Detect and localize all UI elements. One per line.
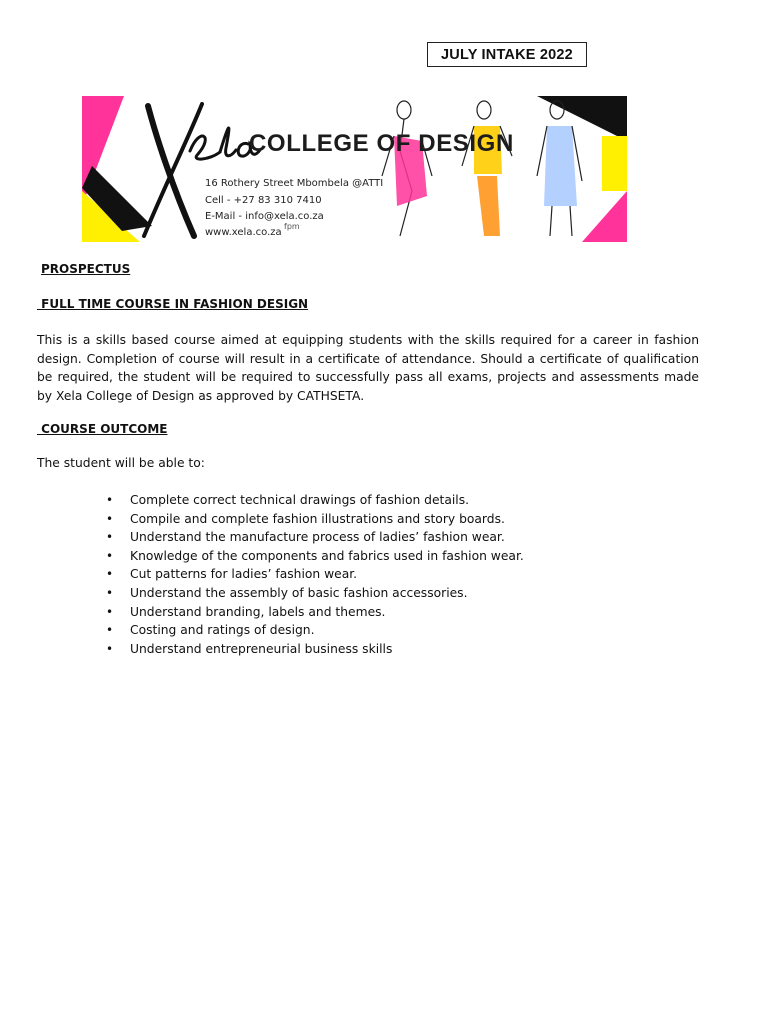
course-heading: FULL TIME COURSE IN FASHION DESIGN: [37, 297, 309, 311]
outcome-item: [106, 621, 524, 640]
bullet-icon: •: [106, 493, 114, 507]
prospectus-heading: PROSPECTUS: [41, 262, 131, 276]
college-banner: [82, 96, 627, 242]
fpm-logo: fpm: [284, 222, 300, 231]
pink-triangle-right: [582, 191, 627, 242]
course-description: This is a skills based course aimed at equipping students with the skills required for a career in fashion design. Completion of course will result in a certificate of attendance. Should a certificate of qualification be required, the student will be required to successfully pass all exams, projects and assessments made by Xela College of Design as approved by CATHSETA.: [37, 333, 699, 403]
outcome-item-text: Cut patterns for ladies’ fashion wear.: [130, 567, 358, 582]
outcome-item-text: Costing and ratings of design.: [130, 623, 315, 638]
bullet-icon: •: [106, 641, 114, 656]
outcome-intro: The student will be able to:: [37, 456, 205, 470]
fashion-figure-3-icon: [537, 101, 582, 236]
college-name: COLLEGE OF DESIGN: [249, 130, 514, 157]
cell-line: Cell - +27 83 310 7410: [205, 195, 322, 206]
outcome-item: [106, 565, 524, 584]
outcome-item: [106, 491, 524, 510]
outcome-item-text: Understand the manufacture process of ladies’ fashion wear.: [130, 530, 505, 545]
outcome-item: [106, 584, 524, 603]
outcome-item: [106, 547, 524, 566]
outcome-item: [106, 603, 524, 622]
outcome-item: [106, 640, 524, 659]
outcome-item-text: Understand the assembly of basic fashion accessories.: [130, 585, 468, 600]
banner-artwork: [82, 96, 627, 242]
outcome-item-text: Understand branding, labels and themes.: [130, 604, 386, 619]
fashion-figure-2-icon: [462, 101, 512, 236]
bullet-icon: •: [106, 585, 114, 600]
website-line: www.xela.co.za: [205, 227, 282, 238]
outcome-list: [106, 491, 524, 658]
outcome-item-text: Knowledge of the components and fabrics used in fashion wear.: [130, 548, 524, 563]
outcome-item: [106, 510, 524, 529]
email-line: E-Mail - info@xela.co.za: [205, 211, 324, 222]
intake-label: JULY INTAKE 2022: [427, 42, 587, 67]
bullet-icon: •: [106, 604, 114, 619]
outcome-item-text: Complete correct technical drawings of fashion details.: [130, 493, 470, 507]
outcome-item: [106, 528, 524, 547]
bullet-icon: •: [106, 567, 114, 582]
bullet-icon: •: [106, 511, 114, 526]
outcome-item-text: Understand entrepreneurial business skills: [130, 641, 393, 656]
outcome-heading: COURSE OUTCOME: [37, 422, 168, 436]
bullet-icon: •: [106, 530, 114, 545]
bullet-icon: •: [106, 623, 114, 638]
outcome-item-text: Compile and complete fashion illustrations and story boards.: [130, 511, 505, 526]
fashion-figure-1-icon: [382, 101, 432, 236]
address-line: 16 Rothery Street Mbombela @ATTI: [205, 178, 384, 189]
yellow-block-right: [602, 136, 627, 191]
bullet-icon: •: [106, 548, 114, 563]
